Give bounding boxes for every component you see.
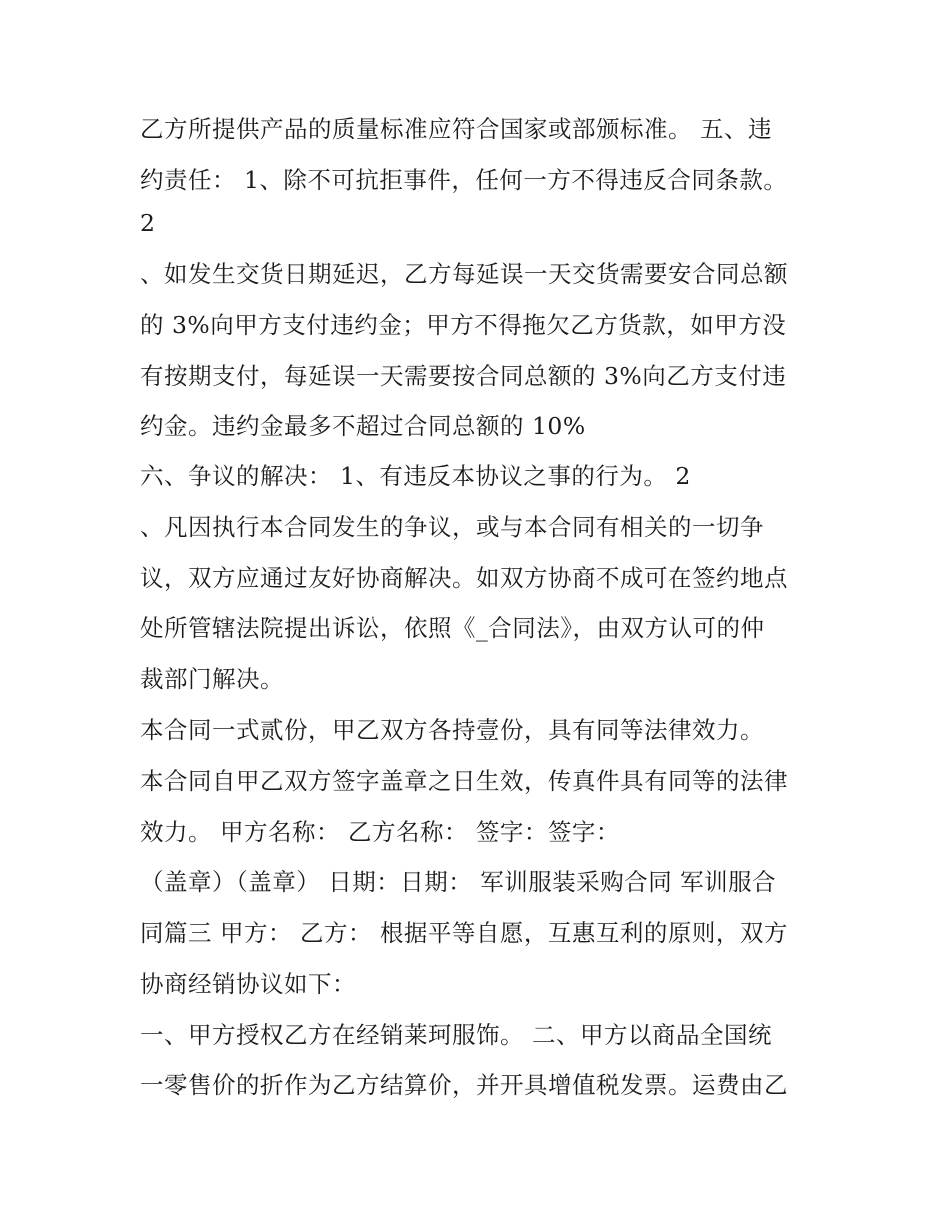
text-line: 协商经销协议如下：	[140, 970, 356, 998]
text-line: 、凡因执行本合同发生的争议，或与本合同有相关的一切争	[140, 513, 764, 541]
text-line: 效力。 甲方名称： 乙方名称： 签字：签字：	[140, 818, 620, 846]
text-line: 处所管辖法院提出诉讼，依照《_合同法》，由双方认可的仲	[140, 614, 765, 642]
text-line: 2	[140, 209, 156, 237]
text-line: 裁部门解决。	[140, 665, 284, 693]
text-line: 本合同一式贰份，甲乙双方各持壹份，具有同等法律效力。	[140, 716, 764, 744]
text-line: 、如发生交货日期延迟，乙方每延误一天交货需要安合同总额	[140, 260, 788, 288]
text-line: 约责任： 1、除不可抗拒事件，任何一方不得违反合同条款。	[140, 166, 788, 194]
text-line: 一、甲方授权乙方在经销莱珂服饰。 二、甲方以商品全国统	[140, 1021, 772, 1049]
text-line: 议，双方应通过友好协商解决。如双方协商不成可在签约地点	[140, 564, 788, 592]
text-line: （盖章）（盖章） 日期：日期： 军训服装采购合同 军训服合	[140, 868, 777, 896]
text-line: 乙方所提供产品的质量标准应符合国家或部颁标准。 五、违	[140, 115, 772, 143]
text-line: 的 3%向甲方支付违约金；甲方不得拖欠乙方货款，如甲方没	[140, 311, 787, 339]
text-line: 本合同自甲乙双方签字盖章之日生效，传真件具有同等的法律	[140, 767, 788, 795]
text-line: 六、争议的解决： 1、有违反本协议之事的行为。 2	[140, 462, 691, 490]
text-line: 约金。违约金最多不超过合同总额的 10%	[140, 412, 586, 440]
text-line: 一零售价的折作为乙方结算价，并开具增值税发票。运费由乙	[140, 1071, 788, 1099]
text-line: 同篇三 甲方： 乙方： 根据平等自愿，互惠互利的原则，双方	[140, 919, 788, 947]
text-line: 有按期支付，每延误一天需要按合同总额的 3%向乙方支付违	[140, 362, 787, 390]
